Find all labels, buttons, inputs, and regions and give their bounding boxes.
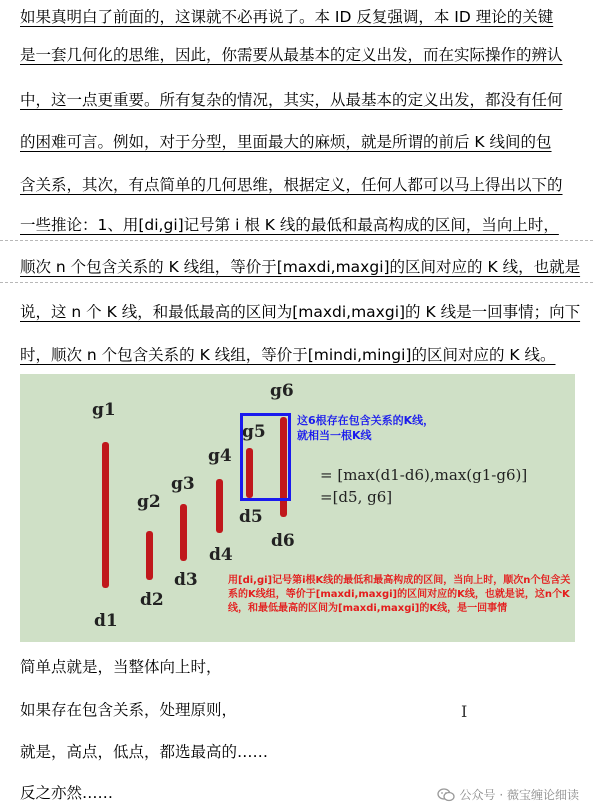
tail-line: 反之亦然…… <box>20 784 114 802</box>
label-d2: d2 <box>140 590 164 610</box>
article-line: 说，这 n 个 K 线，和最低最高的区间为[maxdi,maxgi]的 K 线是一回事情；向下 <box>20 303 581 321</box>
red-note: 用[di,gi]记号第i根K线的最低和最高构成的区间，当向上时，顺次n个包含关系的K线组，等价于[maxdi,maxgi]的区间对应的K线，也就是说，这n个K线，和最低最高的区间为[maxdi,maxgi]的K线，是一回事情 <box>228 575 571 614</box>
page-break-divider <box>0 240 593 241</box>
k-bar-1 <box>102 442 109 588</box>
label-d1: d1 <box>94 611 118 631</box>
formula <box>320 464 527 508</box>
label-d3: d3 <box>174 570 198 590</box>
label-g2: g2 <box>137 492 161 512</box>
k-bar-3 <box>180 504 187 561</box>
article-line: 含关系，其次，有点简单的几何思维，根据定义，任何人都可以马上得出以下的 <box>20 176 563 194</box>
formula-line: =[d5, g6] <box>320 488 393 506</box>
label-g3: g3 <box>171 474 195 494</box>
tail-line: 就是，高点，低点，都选最高的…… <box>20 743 269 761</box>
article-line: 一些推论：1、用[di,gi]记号第 i 根 K 线的最低和最高构成的区间，当向上时， <box>20 216 559 234</box>
k-line-inclusion-figure <box>20 374 575 642</box>
label-g4: g4 <box>208 446 232 466</box>
label-g6: g6 <box>270 381 294 401</box>
article-line: 顺次 n 个包含关系的 K 线组，等价于[maxdi,maxgi]的区间对应的 K 线，也就是 <box>20 258 581 276</box>
box-note-line: 这6根存在包含关系的K线， <box>297 414 435 427</box>
article-line: 中，这一点更重要。所有复杂的情况，其实，从最基本的定义出发，都没有任何 <box>20 91 563 109</box>
formula-line: = [max(d1-d6),max(g1-g6)] <box>320 466 528 484</box>
wechat-watermark <box>437 786 579 803</box>
watermark-text: 公众号 · 薇宝缠论细读 <box>459 788 579 802</box>
article-line: 时，顺次 n 个包含关系的 K 线组，等价于[mindi,mingi]的区间对应的 K 线。 <box>20 346 556 364</box>
label-d5: d5 <box>239 507 263 527</box>
label-d6: d6 <box>271 531 295 551</box>
k-bar-2 <box>146 531 153 580</box>
label-g1: g1 <box>92 400 116 420</box>
inclusion-box <box>240 413 291 501</box>
box-note <box>297 413 434 443</box>
box-note-line: 就相当一根K线 <box>297 429 372 442</box>
tail-line: 简单点就是，当整体向上时， <box>20 658 222 676</box>
text-cursor-icon: I <box>461 702 468 721</box>
article-line: 如果真明白了前面的，这课就不必再说了。本 ID 反复强调，本 ID 理论的关键 <box>20 8 554 26</box>
article-line: 的困难可言。例如，对于分型，里面最大的麻烦，就是所谓的前后 K 线间的包 <box>20 133 552 151</box>
label-g5: g5 <box>242 422 266 442</box>
k-bar-4 <box>216 479 223 533</box>
page-break-divider <box>0 282 593 283</box>
label-d4: d4 <box>209 545 233 565</box>
wechat-icon <box>437 788 455 802</box>
article-line: 是一套几何化的思维，因此，你需要从最基本的定义出发，而在实际操作的辨认 <box>20 46 563 64</box>
tail-line: 如果存在包含关系，处理原则， <box>20 701 238 719</box>
